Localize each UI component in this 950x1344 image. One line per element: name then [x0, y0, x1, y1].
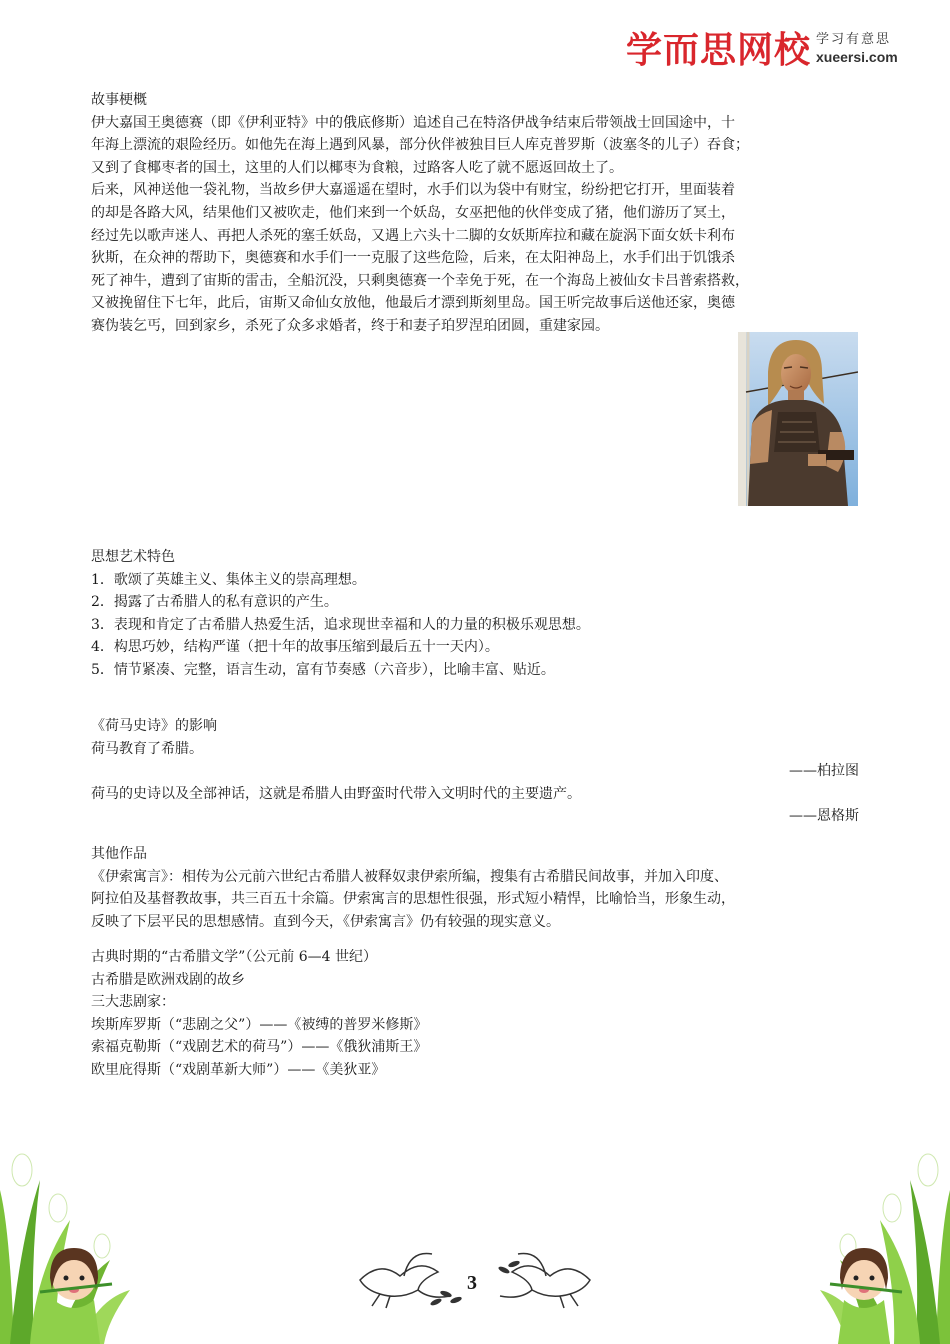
- section-heading: 其他作品: [91, 846, 147, 862]
- quote: 荷马教育了希腊。: [91, 740, 203, 757]
- footer-decoration: [0, 1150, 950, 1344]
- section-heading: 故事梗概: [91, 92, 147, 108]
- paragraph-line: 又被挽留住下七年，此后，宙斯又命仙女放他，他最后才漂到斯刻里岛。国王听完故事后送他还家，奥德: [91, 295, 735, 312]
- paragraph-line: 反映了下层平民的思想感情。直到今天，《伊索寓言》仍有较强的现实意义。: [91, 913, 560, 930]
- paragraph-line: 欧里庇得斯（“戏剧革新大师”）——《美狄亚》: [91, 1061, 386, 1078]
- paragraph-line: 狄斯，在众神的帮助下，奥德赛和水手们一一克服了这些危险，后来，在太阳神岛上，水手们出于饥饿杀: [91, 250, 735, 267]
- classical-section: [91, 946, 859, 1082]
- paragraph-line: 又到了食椰枣者的国土，这里的人们以椰枣为食粮，过路客人吃了就不愿返回故土了。: [91, 159, 623, 176]
- section-heading: 《荷马史诗》的影响: [91, 718, 217, 734]
- quote-author: ——柏拉图: [789, 763, 859, 780]
- paragraph-line: 年海上漂流的艰险经历。如他先在海上遇到风暴，部分伙伴被独目巨人库克普罗斯（波塞冬的儿子）吞食；: [91, 137, 749, 154]
- paragraph-line: 的却是各路大风，结果他们又被吹走，他们来到一个妖岛，女巫把他的伙伴变成了猪，他们游历了冥土，: [91, 204, 735, 221]
- features-section: [91, 546, 859, 682]
- paragraph-line: 索福克勒斯（“戏剧艺术的荷马”）——《俄狄浦斯王》: [91, 1039, 428, 1056]
- paragraph-line: 后来，风神送他一袋礼物，当故乡伊大嘉遥遥在望时，水手们以为袋中有财宝，纷纷把它打开，里面装着: [91, 182, 735, 199]
- quote-author: ——恩格斯: [789, 808, 859, 825]
- story-section: [91, 89, 859, 338]
- quote: 荷马的史诗以及全部神话，这就是希腊人由野蛮时代带入文明时代的主要遗产。: [91, 785, 581, 802]
- paragraph-line: 经过先以歌声迷人、再把人杀死的塞壬妖岛，又遇上六头十二脚的女妖斯库拉和藏在旋涡下面女妖卡利布: [91, 227, 735, 244]
- paragraph-line: 阿拉伯及基督教故事，共三百五十余篇。伊索寓言的思想性很强，形式短小精悍，比喻恰当，形象生动，: [91, 891, 735, 908]
- warrior-photo: [738, 332, 858, 506]
- paragraph-line: 古典时期的“古希腊文学”（公元前 6—4 世纪）: [91, 949, 378, 965]
- list-item: 1．歌颂了英雄主义、集体主义的崇高理想。: [91, 571, 366, 588]
- paragraph-line: 死了神牛，遭到了宙斯的雷击，全船沉没，只剩奥德赛一个幸免于死，在一个海岛上被仙女卡吕普索搭救，: [91, 272, 749, 289]
- logo-url: xueersi.com: [816, 49, 898, 65]
- list-item: 2．揭露了古希腊人的私有意识的产生。: [91, 594, 338, 611]
- paragraph-line: 伊大嘉国王奥德赛（即《伊利亚特》中的俄底修斯）追述自己在特洛伊战争结束后带领战士回国途中，十: [91, 114, 735, 131]
- influence-section: [91, 715, 859, 828]
- other-works-section: [91, 843, 859, 933]
- list-item: 5．情节紧凑、完整，语言生动，富有节奏感（六音步），比喻丰富、贴近。: [91, 661, 555, 678]
- brand-logo: [626, 22, 926, 72]
- list-item: 3．表现和肯定了古希腊人热爱生活，追求现世幸福和人的力量的积极乐观思想。: [91, 616, 590, 633]
- page-number: 3: [467, 1272, 477, 1294]
- paragraph-line: 埃斯库罗斯（“悲剧之父”）——《被缚的普罗米修斯》: [91, 1016, 428, 1033]
- logo-slogan: 学习有意思: [816, 32, 892, 47]
- paragraph-line: 《伊索寓言》：相传为公元前六世纪古希腊人被释奴隶伊索所编，搜集有古希腊民间故事，并加入印度、: [91, 868, 728, 885]
- paragraph-line: 古希腊是欧洲戏剧的故乡: [91, 971, 245, 988]
- list-item: 4．构思巧妙，结构严谨（把十年的故事压缩到最后五十一天内）。: [91, 639, 499, 656]
- section-heading: 思想艺术特色: [91, 549, 175, 565]
- paragraph-line: 三大悲剧家：: [91, 994, 175, 1011]
- logo-text: 学而思网校: [626, 30, 812, 71]
- paragraph-line: 赛伪装乞丐，回到家乡，杀死了众多求婚者，终于和妻子珀罗涅珀团圆，重建家园。: [91, 317, 609, 334]
